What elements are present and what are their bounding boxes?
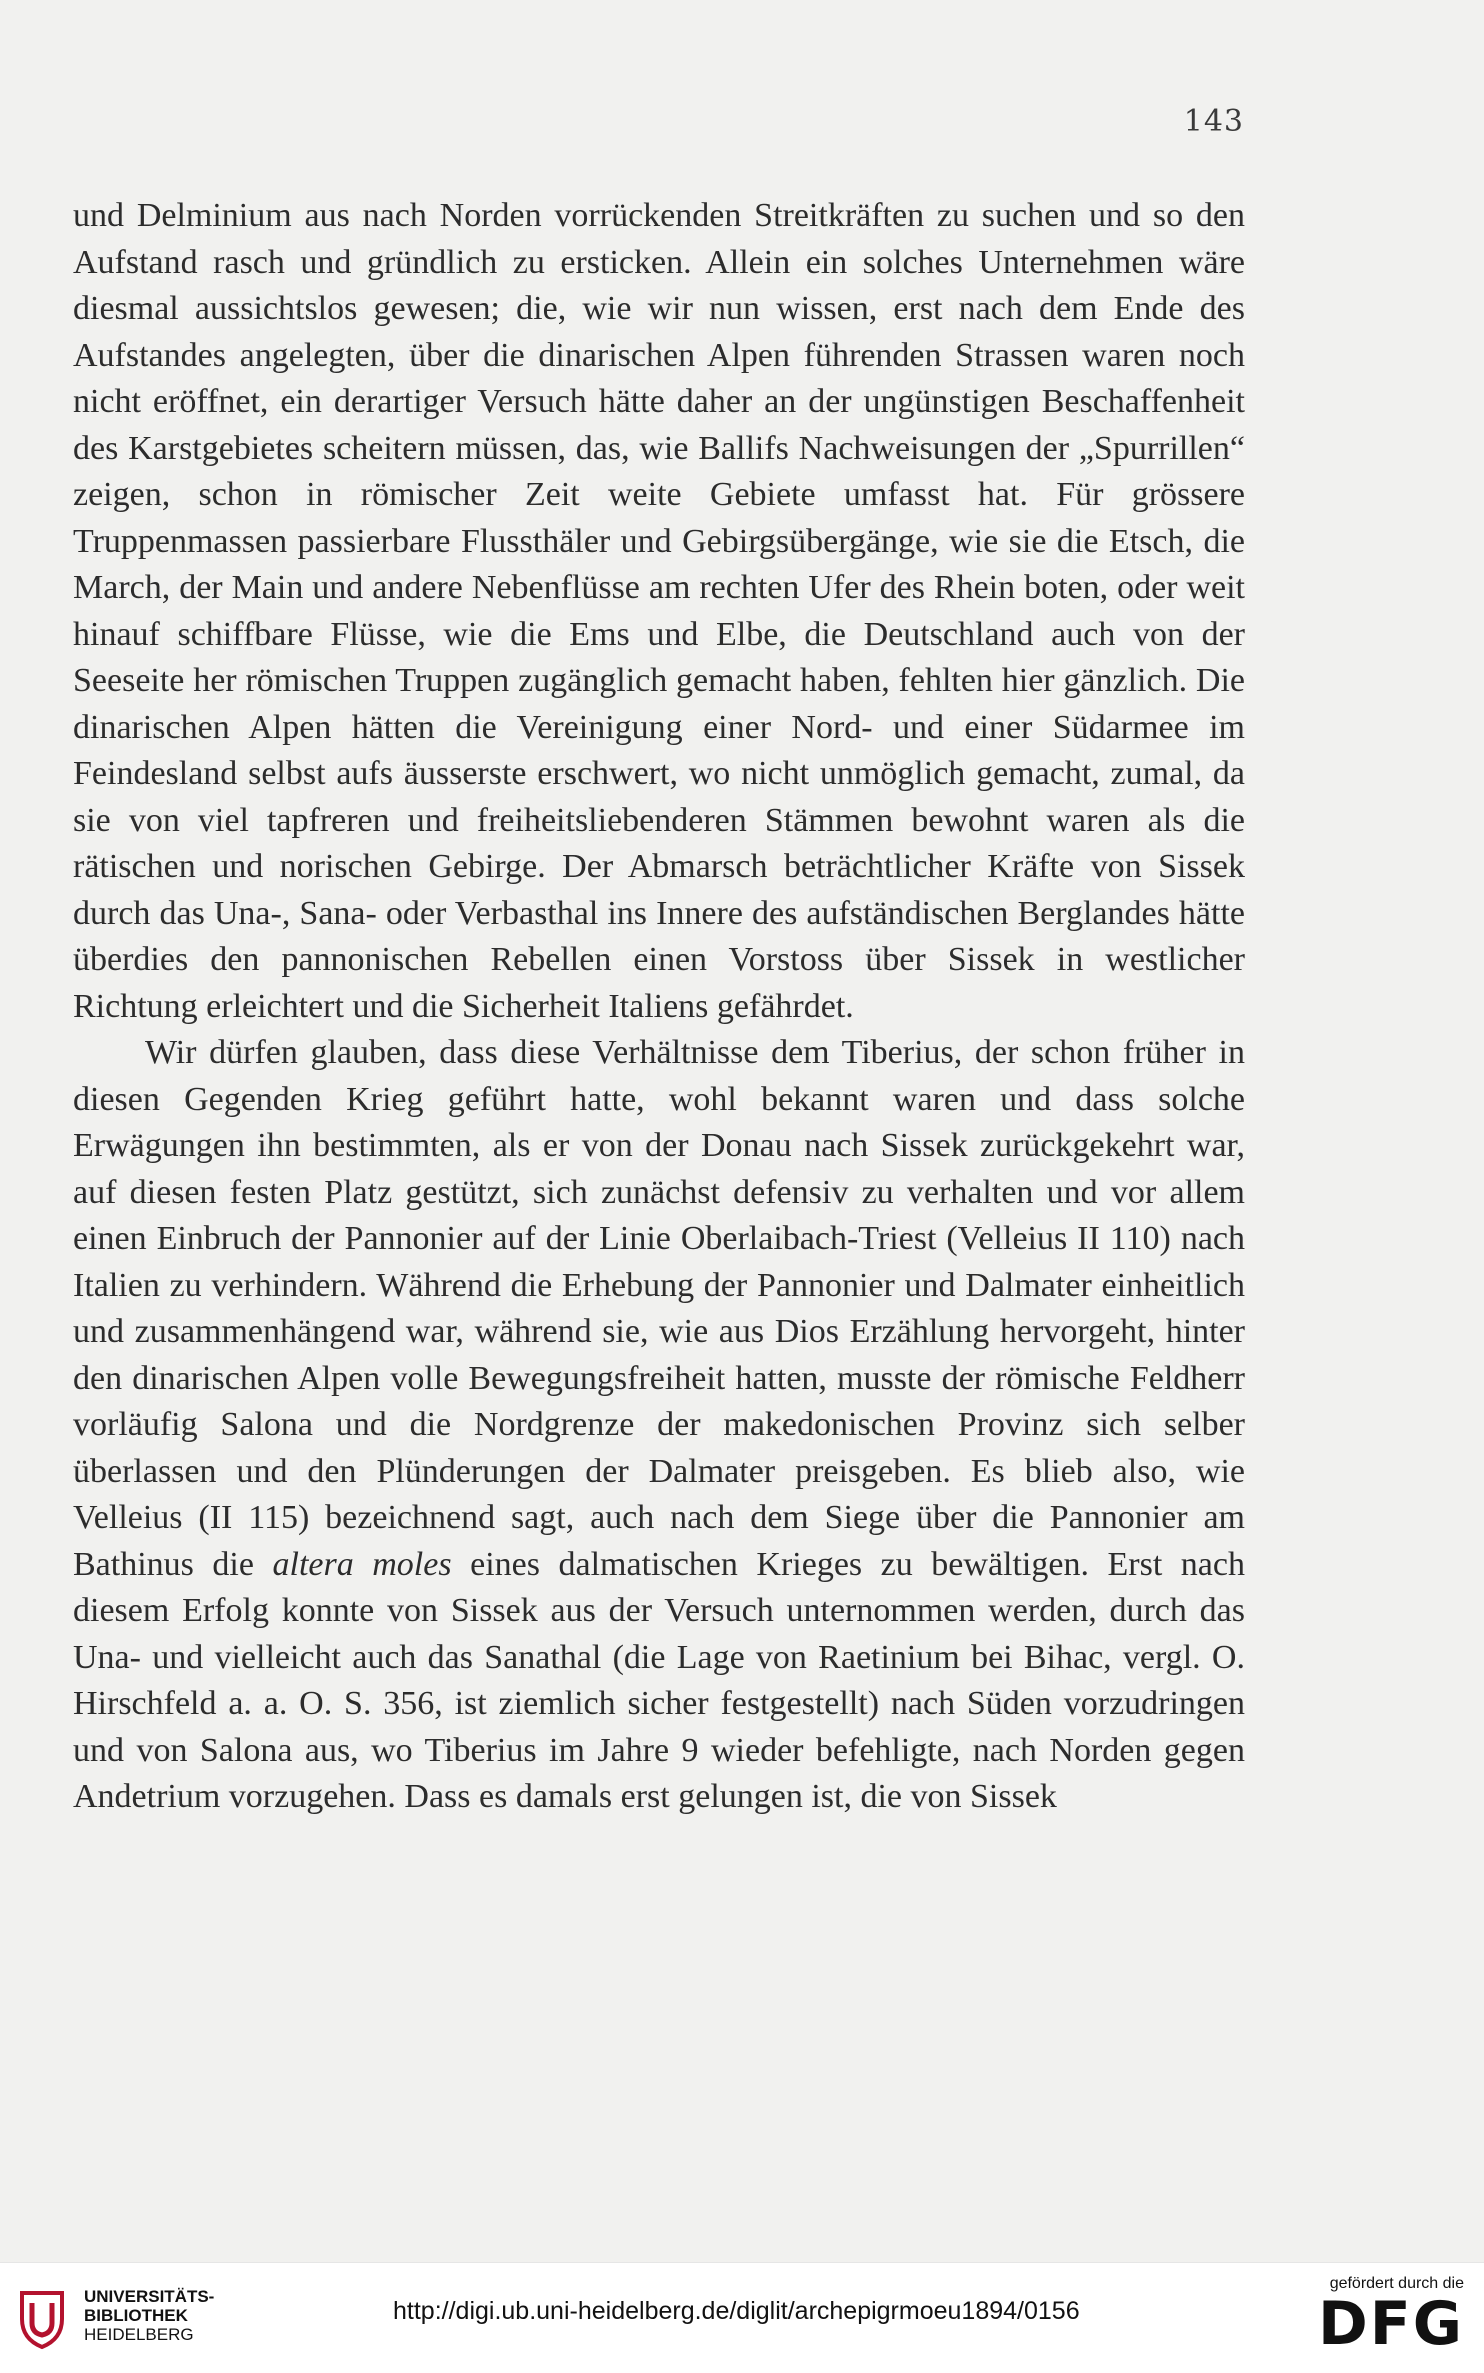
library-name — [84, 2287, 214, 2344]
body-text — [73, 193, 1245, 1821]
emphasized-text: altera moles — [272, 1545, 452, 1583]
paragraph — [73, 1030, 1245, 1821]
library-name-line-2: BIBLIOTHEK — [84, 2306, 188, 2325]
permalink-url[interactable]: http://digi.ub.uni-heidelberg.de/diglit/archepigrmoeu1894/0156 — [393, 2297, 1080, 2325]
library-seal-icon — [16, 2289, 68, 2351]
funder-block[interactable] — [1304, 2275, 1464, 2365]
paragraph-text: und Delminium aus nach Norden vorrückenden Streitkräften zu suchen und so den Aufstand rasch und gründlich zu ersticken. Allein ein solches Unternehmen wäre diesmal aussichtslos gewesen; die, wie wir nun wissen, erst nach dem Ende des Aufstandes angelegten, über die dinarischen Alpen führenden Strassen waren noch nicht eröffnet, ein derartiger Versuch hätte daher an der ungünstigen Beschaffenheit des Karstgebietes scheitern müssen, das, wie Ballifs Nachweisungen der „Spurrillen“ zeigen, schon in römischer Zeit weite Gebiete umfasst hat. Für grössere Truppenmassen passierbare Flussthäler und Gebirgsübergänge, wie sie die Etsch, die March, der Main und andere Nebenflüsse am rechten Ufer des Rhein boten, oder weit hinauf schiffbare Flüsse, wie die Ems und Elbe, die Deutschland auch von der Seeseite her römischen Truppen zugänglich gemacht haben, fehlten hier gänzlich. Die dinarischen Alpen hätten die Vereinigung einer Nord- und einer Südarmee im Feindesland selbst aufs äusserste erschwert, wo nicht unmöglich gemacht, zumal, da sie von viel tapfreren und freiheitsliebenderen Stämmen bewohnt waren als die rätischen und norischen Gebirge. Der Abmarsch beträchtlicher Kräfte von Sissek durch das Una-, Sana- oder Verbasthal ins Innere des aufständischen Berglandes hätte überdies den pannonischen Rebellen einen Vorstoss über Sissek in westlicher Richtung erleichtert und die Sicherheit Italiens gefährdet. — [73, 197, 1245, 1025]
library-logo[interactable] — [16, 2283, 276, 2358]
library-name-line-3: HEIDELBERG — [84, 2325, 194, 2344]
paragraph — [73, 193, 1245, 1030]
library-name-line-1: UNIVERSITÄTS- — [84, 2287, 215, 2306]
paragraph-text: eines dalmatischen Krieges zu bewältigen. Erst nach diesem Erfolg konnte von Sissek aus der Versuch unternommen werden, durch das Una- und vielleicht auch das Sanathal (die Lage von Raetinium bei Bihac, vergl. O. Hirschfeld a. a. O. S. 356, ist ziemlich sicher festgestellt) nach Süden vorzudringen und von Salona aus, wo Tiberius im Jahre 9 wieder befehligte, nach Norden gegen Andetrium vorzugehen. Dass es damals erst gelungen ist, die von Sissek — [73, 1545, 1245, 1815]
funder-caption: gefördert durch die — [1329, 2275, 1464, 2292]
paragraph-text: Wir dürfen glauben, dass diese Verhältnisse dem Tiberius, der schon früher in diesen Gegenden Krieg geführt hatte, wohl bekannt waren und dass solche Erwägungen ihn bestimmten, als er von der Donau nach Sissek zurückgekehrt war, auf diesen festen Platz gestützt, sich zunächst defensiv zu verhalten und vor allem einen Einbruch der Pannonier auf der Linie Oberlaibach-Triest (Velleius II 110) nach Italien zu verhindern. Während die Erhebung der Pannonier und Dalmater einheitlich und zusammenhängend war, während sie, wie aus Dios Erzählung hervorgeht, hinter den dinarischen Alpen volle Bewegungsfreiheit hatten, musste der römische Feldherr vorläufig Salona und die Nordgrenze der makedonischen Provinz sich selber überlassen und den Plünderungen der Dalmater preisgeben. Es blieb also, wie Velleius (II 115) bezeichnend sagt, auch nach dem Siege über die Pannonier am Bathinus die — [73, 1034, 1245, 1583]
page-number: 143 — [1183, 104, 1244, 139]
footer-bar — [0, 2262, 1484, 2373]
dfg-logo-icon: DFG — [1317, 2289, 1464, 2359]
